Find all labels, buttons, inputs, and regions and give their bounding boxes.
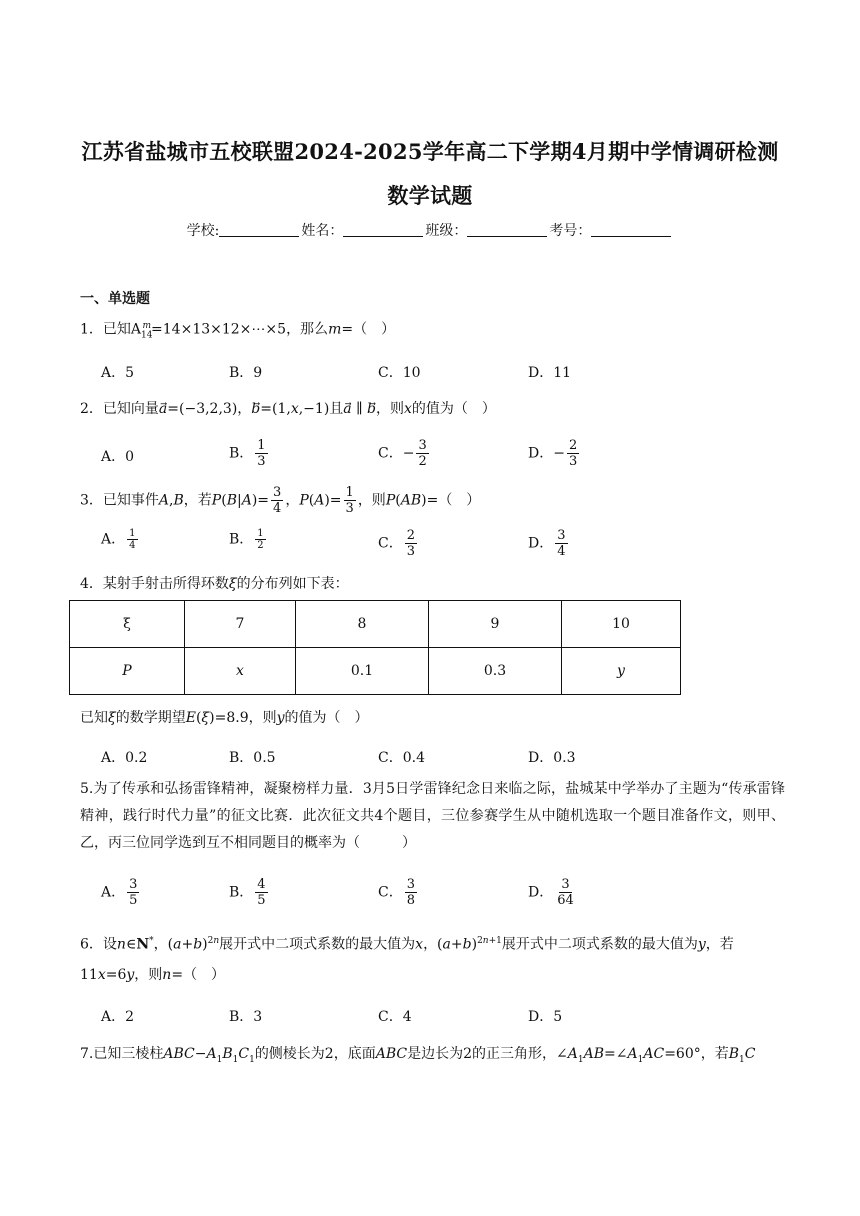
table-cell: 7 xyxy=(185,601,296,648)
option-b[interactable]: B．3 xyxy=(229,1009,263,1025)
option-b[interactable]: B．0.5 xyxy=(229,750,276,766)
table-cell: ξ xyxy=(70,601,185,648)
table-cell: P xyxy=(70,648,185,695)
question-text: ，若 xyxy=(705,936,734,953)
question-text: 已知向量 xyxy=(102,401,159,417)
question-text: 为了传承和弘扬雷锋精神，凝聚榜样力量．3月5日学雷锋纪念日来临之际，盐城某中学举办了主题为“传承雷锋精神，践行时代力量”的征文比赛．此次征文共4个题目，三位参赛学生从中随机选取一个题目准备作文，则甲、乙，丙三位同学选到互不相同题目的概率为（ ） xyxy=(80,781,785,851)
option-b[interactable]: B． $\frac{1}{2}$ xyxy=(229,528,264,551)
question-number: 3． xyxy=(80,492,103,509)
table-row xyxy=(70,601,681,648)
question-text: 展开式中二项式系数的最大值为 xyxy=(501,936,698,953)
table-cell: y xyxy=(562,648,681,695)
question-number: 5. xyxy=(80,781,94,797)
table-cell: 8 xyxy=(296,601,429,648)
question-number: 6． xyxy=(80,936,103,953)
class-field[interactable] xyxy=(467,222,547,237)
name-field[interactable] xyxy=(343,222,423,237)
question-text: 且 xyxy=(329,401,344,417)
question-3: 3．已知事件A,B，若P(B|A)= $\frac{3}{4}$ ，P(A)= $\frac{1}{3}$ ，则P(AB)=（ ） xyxy=(80,485,481,516)
name-label: 姓名： xyxy=(301,223,344,239)
option-d[interactable]: D．11 xyxy=(528,365,572,381)
option-b[interactable]: B．9 xyxy=(229,365,263,381)
id-field[interactable] xyxy=(591,222,671,237)
option-a[interactable]: A．5 xyxy=(101,365,135,381)
question-text: 的值为（ ） xyxy=(411,401,496,417)
option-b[interactable]: B． $\frac{1}{3}$ xyxy=(229,438,266,469)
question-text: 某射手射击所得环数 xyxy=(102,576,229,592)
school-field[interactable] xyxy=(219,222,299,237)
option-d[interactable]: D． $\frac{3}{64}$ xyxy=(528,877,574,908)
option-d[interactable]: D．5 xyxy=(528,1009,563,1025)
distribution-table xyxy=(69,600,681,695)
question-4: 4．某射手射击所得环数ξ的分布列如下表： xyxy=(80,576,349,592)
option-d[interactable]: D．− $\frac{2}{3}$ xyxy=(528,438,578,469)
question-number: 2． xyxy=(80,401,103,417)
option-d[interactable]: D．0.3 xyxy=(528,750,576,766)
question-2: 2．已知向量a⃗=(−3,2,3)，b⃗=(1,x,−1)且a⃗ ∥ b，则x的值为（ ） xyxy=(80,401,496,417)
table-cell: x xyxy=(185,648,296,695)
table-cell: 9 xyxy=(429,601,562,648)
option-c[interactable]: C．0.4 xyxy=(378,750,425,766)
class-label: 班级： xyxy=(425,223,468,239)
option-a[interactable]: A． $\frac{3}{5}$ xyxy=(101,877,138,908)
question-text: ，若 xyxy=(700,1046,729,1062)
question-5 xyxy=(80,776,785,857)
table-cell: 0.3 xyxy=(429,648,562,695)
question-text: 已知三棱柱 xyxy=(93,1046,164,1062)
section-heading: 一、单选题 xyxy=(80,291,150,307)
option-c[interactable]: C．− $\frac{3}{2}$ xyxy=(378,438,427,469)
exam-subtitle: 数学试题 xyxy=(387,183,473,208)
question-4-note: 已知ξ的数学期望E(ξ)=8.9，则y的值为（ ） xyxy=(80,710,369,726)
question-text: 设 xyxy=(102,936,117,953)
school-label: 学校: xyxy=(186,223,220,239)
question-text: ，则 xyxy=(376,401,404,417)
option-c[interactable]: C．4 xyxy=(378,1009,412,1025)
student-info-line xyxy=(0,220,860,240)
option-d[interactable]: D． $\frac{3}{4}$ xyxy=(528,528,566,559)
question-7: 7.已知三棱柱$ABC-A_1B_1C_1$的侧棱长为2，底面ABC是边长为2的正三角形，$\angle A_1AB=\angle A_1AC=60^\circ$，若$B_1C$ xyxy=(80,1046,756,1065)
option-a[interactable]: A．0.2 xyxy=(101,750,148,766)
table-row xyxy=(70,648,681,695)
table-cell: 0.1 xyxy=(296,648,429,695)
question-text: ，那么 xyxy=(286,321,329,338)
exam-title: 江苏省盐城市五校联盟2024-2025学年高二下学期4月期中学情调研检测 xyxy=(81,139,779,164)
question-number: 7. xyxy=(80,1046,94,1062)
question-text: 是边长为2的正三角形， xyxy=(407,1046,557,1062)
option-b[interactable]: B． $\frac{4}{5}$ xyxy=(229,877,266,908)
option-c[interactable]: C． $\frac{3}{8}$ xyxy=(378,877,415,908)
option-a[interactable]: A． $\frac{1}{4}$ xyxy=(101,528,136,551)
question-text: ，若 xyxy=(183,492,212,509)
question-text: 的侧棱长为2，底面 xyxy=(254,1046,376,1062)
question-text: 展开式中二项式系数的最大值为 xyxy=(219,936,416,953)
question-1: 1．已知$A_{14}^m=14\times 13\times 12\times\cdots\times 5$，那么m=（ ） xyxy=(80,321,396,341)
question-number: 1． xyxy=(80,321,103,338)
id-label: 考号： xyxy=(549,223,592,239)
question-number: 4． xyxy=(80,576,103,592)
option-a[interactable]: A．2 xyxy=(101,1009,135,1025)
question-text: 已知事件 xyxy=(102,492,159,509)
option-c[interactable]: C． $\frac{2}{3}$ xyxy=(378,528,415,559)
question-text: 的分布列如下表： xyxy=(236,576,349,592)
question-6: 6．设n∈N*，$(a+b)^{2n}$展开式中二项式系数的最大值为x，$(a+b)^{2n+1}$展开式中二项式系数的最大值为y，若 11x=6y，则n=（ ） xyxy=(80,936,734,983)
question-text: ，则 xyxy=(134,966,163,983)
option-a[interactable]: A．0 xyxy=(101,449,135,465)
option-c[interactable]: C．10 xyxy=(378,365,421,381)
question-text: （ ） xyxy=(183,966,226,983)
table-cell: 10 xyxy=(562,601,681,648)
question-text: （ ） xyxy=(353,321,396,338)
question-text: （ ） xyxy=(438,492,481,509)
question-text: 已知 xyxy=(102,321,131,338)
